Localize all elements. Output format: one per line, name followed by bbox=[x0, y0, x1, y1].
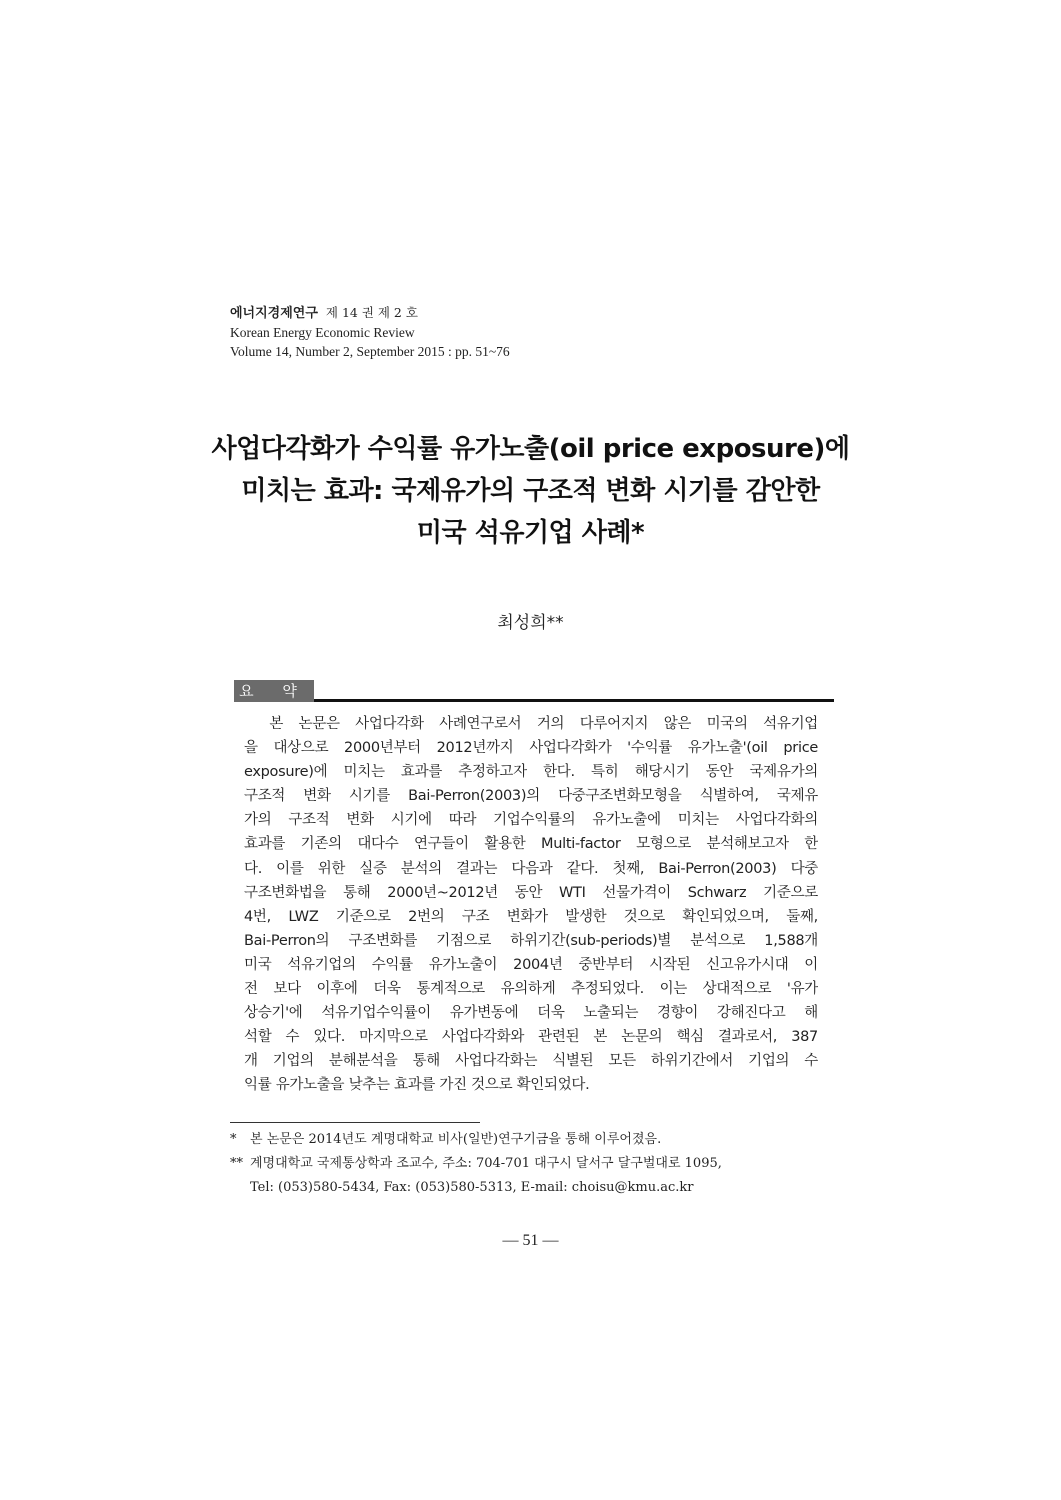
footnote-1-text: 본 논문은 2014년도 계명대학교 비사(일반)연구기금을 통해 이루어졌음. bbox=[250, 1132, 662, 1147]
journal-name-ko: 에너지경제연구 bbox=[230, 306, 318, 321]
paper-title bbox=[150, 428, 911, 554]
journal-title-line bbox=[230, 303, 510, 323]
footnote-1-mark: * bbox=[230, 1132, 237, 1147]
footnote-2-contact: Tel: (053)580-5434, Fax: (053)580-5313, E-mail: choisu@kmu.ac.kr bbox=[250, 1180, 694, 1195]
abstract-body bbox=[244, 712, 818, 1098]
footnote-divider bbox=[230, 1122, 480, 1123]
abstract-line: 효과를 기존의 대다수 연구들이 활용한 Multi-factor 모형으로 분석해보고자 한 bbox=[244, 836, 818, 853]
journal-name-en: Korean Energy Economic Review bbox=[230, 325, 415, 340]
abstract-line: 을 대상으로 2000년부터 2012년까지 사업다각화가 '수익률 유가노출'(oil price bbox=[244, 740, 818, 757]
abstract-line: 전 보다 이후에 더욱 통계적으로 유의하게 추정되었다. 이는 상대적으로 '유가 bbox=[244, 981, 818, 998]
abstract-rule bbox=[314, 699, 834, 702]
title-line-3: 미국 석유기업 사례* bbox=[416, 518, 645, 548]
abstract-line: 구조적 변화 시기를 Bai-Perron(2003)의 다중구조변화모형을 식별하여, 국제유 bbox=[244, 788, 818, 805]
page-number: — 51 — bbox=[502, 1232, 559, 1249]
footnote-2-mark: ** bbox=[230, 1156, 243, 1171]
abstract-line: 가의 구조적 변화 시기에 따라 기업수익률의 유가노출에 미치는 사업다각화의 bbox=[244, 812, 818, 829]
abstract-line: 구조변화법을 통해 2000년~2012년 동안 WTI 선물가격이 Schwarz 기준으로 bbox=[244, 884, 818, 901]
abstract-line: exposure)에 미치는 효과를 추정하고자 한다. 특히 해당시기 동안 국제유가의 bbox=[244, 764, 818, 781]
footnote-1 bbox=[230, 1128, 722, 1152]
abstract-line: 본 논문은 사업다각화 사례연구로서 거의 다루어지지 않은 미국의 석유기업 bbox=[244, 716, 818, 732]
author-name: 최성희** bbox=[497, 613, 564, 633]
abstract-line: 개 기업의 분해분석을 통해 사업다각화는 식별된 모든 하위기간에서 기업의 수 bbox=[244, 1053, 818, 1070]
abstract-line: 다. 이를 위한 실증 분석의 결과는 다음과 같다. 첫째, Bai-Perron(2003) 다중 bbox=[244, 860, 818, 877]
issue-ko: 제 14 권 제 2 호 bbox=[325, 305, 418, 320]
abstract-line: 석할 수 있다. 마지막으로 사업다각화와 관련된 본 논문의 핵심 결과로서, 387 bbox=[244, 1029, 818, 1046]
footnote-2 bbox=[230, 1152, 722, 1176]
abstract-label: 요 약 bbox=[234, 680, 314, 702]
abstract-line: 상승기'에 석유기업수익률이 유가변동에 더욱 노출되는 경향이 강해진다고 해 bbox=[244, 1005, 818, 1022]
abstract-line: 4번, LWZ 기준으로 2번의 구조 변화가 발생한 것으로 확인되었으며, 둘째, bbox=[244, 908, 818, 925]
abstract-line: Bai-Perron의 구조변화를 기점으로 하위기간(sub-periods)별 분석으로 1,588개 bbox=[244, 932, 818, 949]
footnote-2-text: 계명대학교 국제통상학과 조교수, 주소: 704-701 대구시 달서구 달구벌대로 1095, bbox=[250, 1156, 722, 1171]
volume-info: Volume 14, Number 2, September 2015 : pp. 51~76 bbox=[230, 344, 510, 359]
title-line-2: 미치는 효과: 국제유가의 구조적 변화 시기를 감안한 bbox=[241, 476, 820, 506]
title-line-1: 사업다각화가 수익률 유가노출(oil price exposure)에 bbox=[211, 434, 850, 464]
journal-header bbox=[230, 303, 510, 361]
abstract-line: 미국 석유기업의 수익률 유가노출이 2004년 중반부터 시작된 신고유가시대 이 bbox=[244, 956, 818, 973]
abstract-line: 익률 유가노출을 낮추는 효과를 가진 것으로 확인되었다. bbox=[244, 1077, 590, 1094]
abstract-heading bbox=[230, 680, 834, 704]
footnotes bbox=[230, 1128, 722, 1200]
